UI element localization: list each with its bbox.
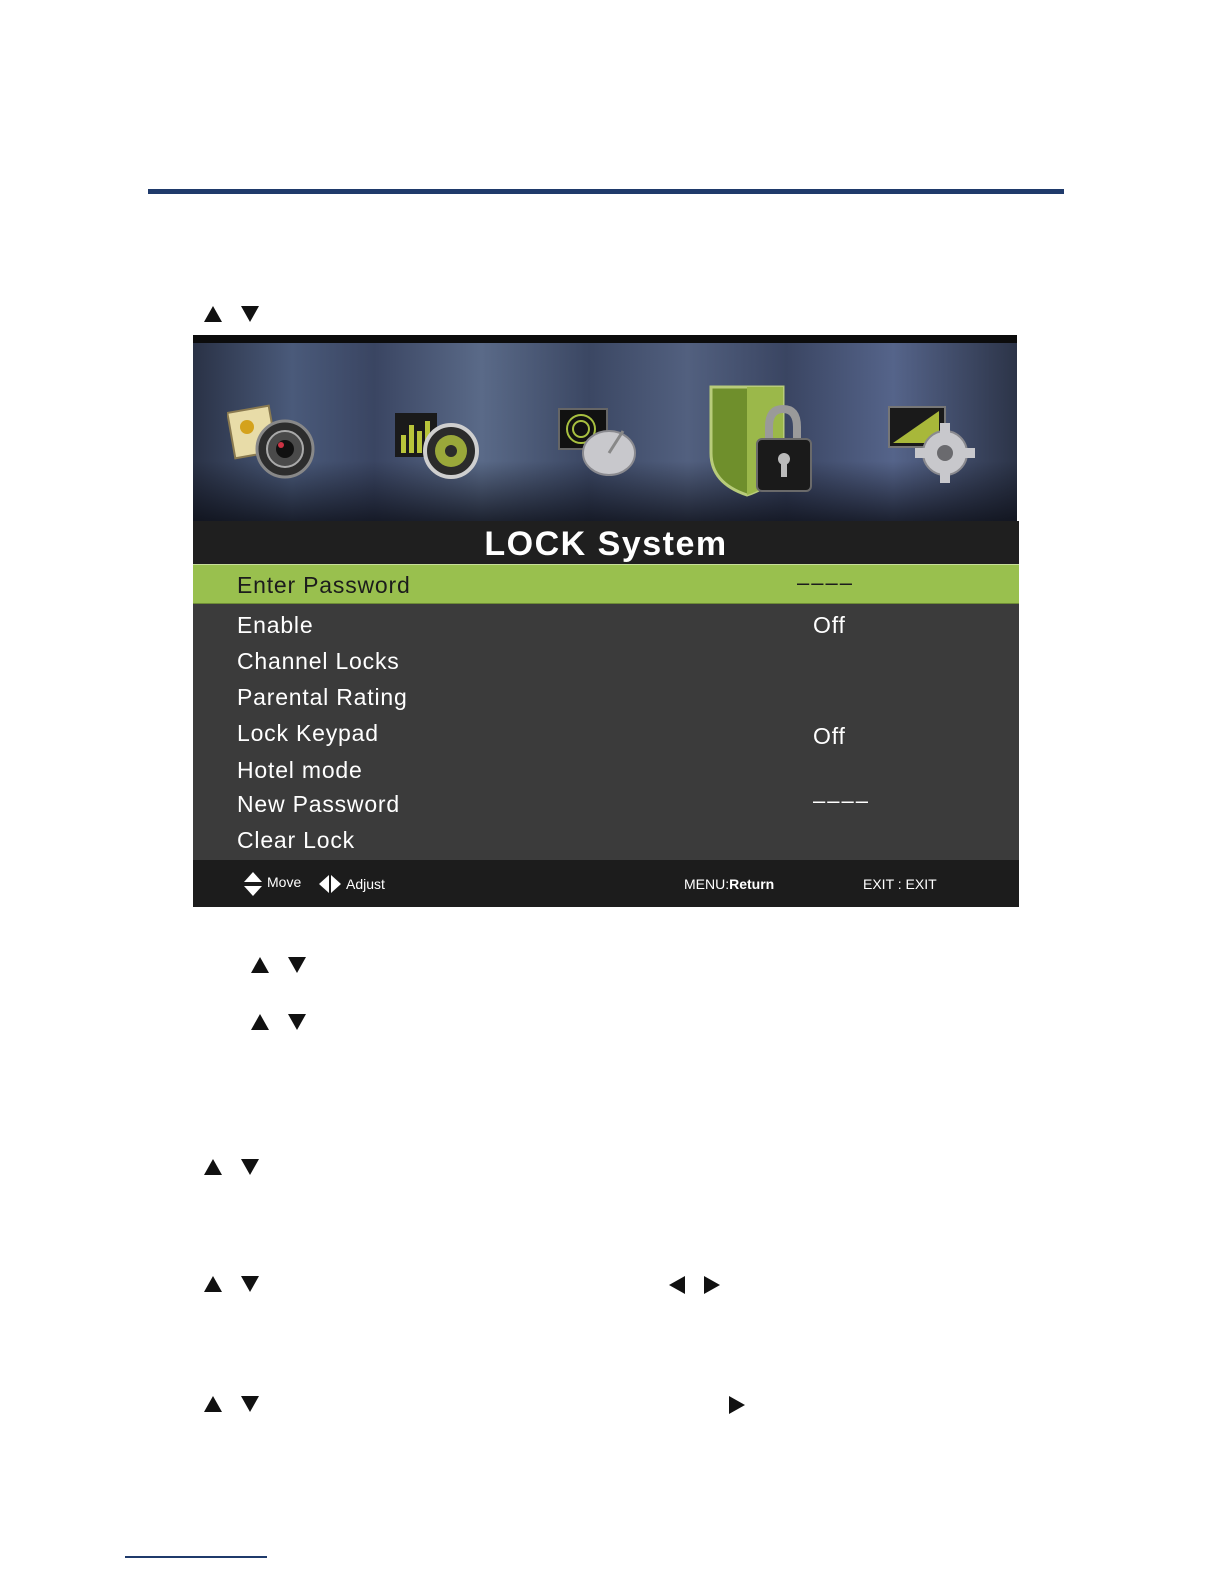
up-down-hint-icon <box>244 872 262 896</box>
down-arrow-icon <box>241 306 259 322</box>
adjust-hint: Adjust <box>346 876 385 892</box>
channel-satellite-icon[interactable] <box>555 395 651 491</box>
password-placeholder: –––– <box>813 788 870 813</box>
menu-item-label: Enable <box>237 612 314 638</box>
move-hint: Move <box>267 874 302 890</box>
menu-item-value: Off <box>813 612 846 638</box>
up-arrow-icon <box>251 1014 269 1030</box>
menu-key: MENU: <box>684 876 730 892</box>
lock-shield-icon[interactable] <box>703 383 827 499</box>
sound-speaker-icon[interactable] <box>393 395 489 491</box>
down-arrow-icon <box>241 1276 259 1292</box>
menu-key-hint <box>684 876 774 892</box>
up-arrow-icon <box>204 306 222 322</box>
menu-item-clear-lock[interactable] <box>193 820 1019 860</box>
setup-gear-icon[interactable] <box>883 395 979 491</box>
up-arrow-icon <box>204 1276 222 1292</box>
down-arrow-icon <box>241 1159 259 1175</box>
menu-item-label: Clear Lock <box>237 827 355 853</box>
password-placeholder: –––– <box>797 570 854 595</box>
down-arrow-icon <box>288 1014 306 1030</box>
menu-item-label: Channel Locks <box>237 648 400 674</box>
menu-item-enable[interactable] <box>193 605 1019 645</box>
header-rule <box>148 189 1064 194</box>
menu-item-value: Off <box>813 723 846 749</box>
right-arrow-icon <box>704 1276 720 1294</box>
menu-hint-bar <box>193 860 1019 907</box>
menu-action: Return <box>729 876 775 892</box>
menu-title: LOCK System <box>193 521 1019 564</box>
down-arrow-icon <box>241 1396 259 1412</box>
picture-camera-icon[interactable] <box>227 395 323 491</box>
menu-item-label: Hotel mode <box>237 757 363 783</box>
menu-item-label: Parental Rating <box>237 684 408 710</box>
up-arrow-icon <box>204 1396 222 1412</box>
menu-item-new-password[interactable] <box>193 784 1019 824</box>
menu-item-enter-password[interactable] <box>193 564 1019 604</box>
menu-item-label: New Password <box>237 791 400 817</box>
exit-hint: EXIT : EXIT <box>863 876 937 892</box>
menu-item-label: Lock Keypad <box>237 720 379 746</box>
up-arrow-icon <box>251 957 269 973</box>
menu-item-parental-rating[interactable] <box>193 677 1019 717</box>
menu-item-lock-keypad[interactable] <box>193 713 1019 753</box>
down-arrow-icon <box>288 957 306 973</box>
footer-rule <box>125 1556 267 1558</box>
menu-category-banner <box>193 335 1017 521</box>
right-arrow-icon <box>729 1396 745 1414</box>
menu-item-label: Enter Password <box>237 572 411 598</box>
left-arrow-icon <box>669 1276 685 1294</box>
menu-item-channel-locks[interactable] <box>193 641 1019 681</box>
up-arrow-icon <box>204 1159 222 1175</box>
left-right-hint-icon <box>319 875 341 893</box>
lock-system-menu <box>193 521 1019 907</box>
